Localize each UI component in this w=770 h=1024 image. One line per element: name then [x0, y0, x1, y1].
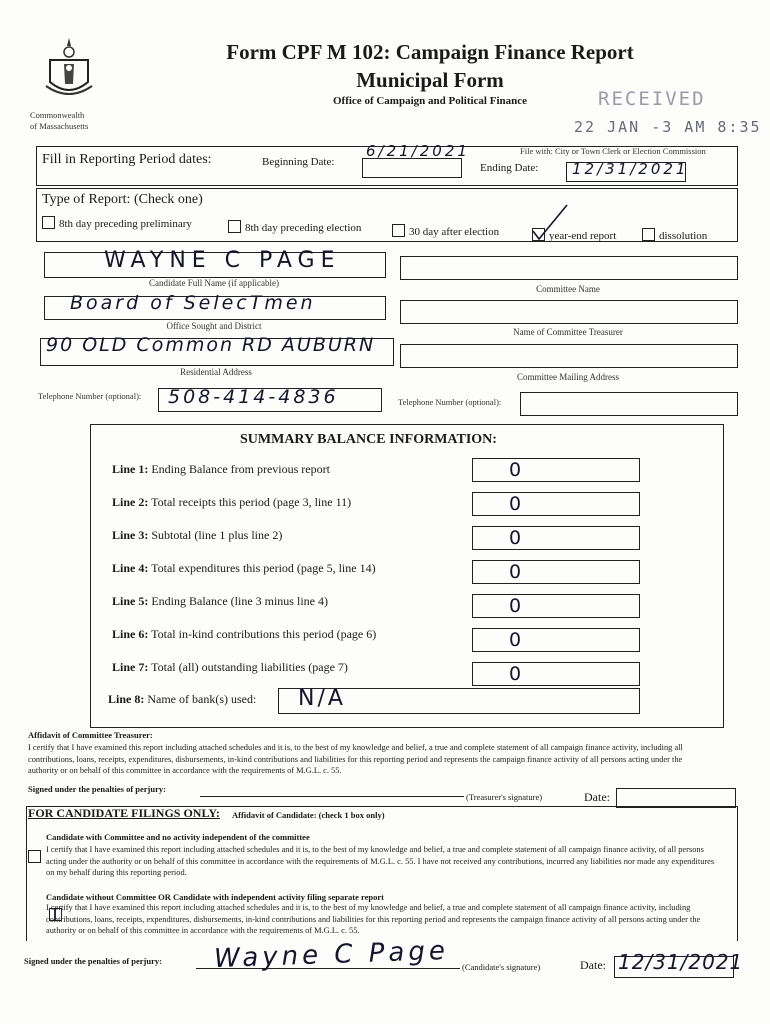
line-text: Total expenditures this period (page 5, line 14)	[151, 561, 376, 575]
report-option-preceding-election[interactable]	[228, 220, 361, 234]
checkbox-preceding-election[interactable]	[228, 220, 241, 233]
committee-phone-label: Telephone Number (optional):	[398, 397, 502, 407]
form-subtitle: Municipal Form	[356, 68, 504, 92]
seal-caption	[30, 110, 120, 132]
treasurer-affidavit-heading: Affidavit of Committee Treasurer:	[28, 730, 153, 740]
summary-line-6	[112, 627, 376, 642]
line-text: Subtotal (line 1 plus line 2)	[151, 528, 283, 542]
summary-title: SUMMARY BALANCE INFORMATION:	[240, 432, 497, 447]
ending-date-value: 12/31/2021	[572, 160, 689, 178]
seal-caption-2: of Massachusetts	[30, 121, 89, 131]
summary-line-7	[112, 660, 348, 675]
committee-treasurer-field[interactable]	[400, 300, 738, 324]
option-2-text: I certify that I have examined this report including attached schedules and it is, to the best of my knowledge and belief, a true and complete statement of all campaign finance activity, including contributions, loans, receipts, expenditures, disbursements, in-kind contributions and liabilities for this reporting period and represents the campaign finance activity of all persons acting under the authority or on behalf of this committee in accordance with the requirements of M.G.L. c. 55.	[46, 903, 701, 935]
line-number: Line 3:	[112, 528, 149, 542]
report-option-after-election[interactable]	[392, 224, 499, 238]
summary-line-4	[112, 561, 376, 576]
committee-address-field[interactable]	[400, 344, 738, 368]
line-number: Line 8:	[108, 692, 145, 706]
office-sought-value: Board of SelecTmen	[70, 292, 316, 314]
treasurer-date-label: Date:	[584, 790, 610, 804]
summary-line-3	[112, 528, 282, 543]
line-7-field[interactable]	[472, 662, 640, 686]
line-1-value: 0	[509, 459, 522, 481]
committee-address-label: Committee Mailing Address	[517, 372, 619, 382]
report-option-year-end[interactable]	[532, 228, 616, 242]
candidate-date-label: Date:	[580, 958, 606, 972]
ending-date-label: Ending Date:	[480, 162, 539, 174]
summary-line-8	[108, 692, 256, 707]
option-label: 30 day after election	[409, 226, 500, 238]
treasurer-signature-line[interactable]	[200, 796, 464, 797]
option-label: year-end report	[549, 230, 617, 242]
line-number: Line 4:	[112, 561, 149, 575]
option-1-checkbox[interactable]	[28, 850, 41, 863]
checkbox-dissolution[interactable]	[642, 228, 655, 241]
beginning-date-value: 6/21/2021	[366, 142, 470, 160]
line-5-field[interactable]	[472, 594, 640, 618]
report-option-preliminary[interactable]	[42, 216, 192, 230]
line-3-field[interactable]	[472, 526, 640, 550]
line-text: Total in-kind contributions this period (page 6)	[151, 627, 377, 641]
treasurer-date-field[interactable]	[616, 788, 736, 808]
line-6-field[interactable]	[472, 628, 640, 652]
checkbox-preliminary[interactable]	[42, 216, 55, 229]
reporting-period-label: Fill in Reporting Period dates:	[42, 152, 212, 167]
line-text: Name of bank(s) used:	[147, 692, 257, 706]
summary-line-1	[112, 462, 330, 477]
received-datetime: 22 JAN -3 AM 8:35	[574, 118, 762, 136]
office-name: Office of Campaign and Political Finance	[332, 95, 527, 107]
candidate-filings-subheading: Affidavit of Candidate: (check 1 box only)	[232, 810, 385, 820]
candidate-phone-label: Telephone Number (optional):	[38, 391, 142, 401]
treasurer-signature-caption: (Treasurer's signature)	[466, 792, 543, 802]
candidate-signed-label: Signed under the penalties of perjury:	[24, 956, 162, 966]
committee-treasurer-label: Name of Committee Treasurer	[513, 327, 623, 337]
option-1-text: I certify that I have examined this report including attached schedules and it is, to the best of my knowledge and belief, a true and complete statement of all campaign finance activity, of all persons acting under the authority or on behalf of this committee in accordance with the requirements of M.G.L. c. 55. I have not received any contributions, incurred any liabilities nor made any expenditures on my behalf during this reporting period.	[46, 845, 715, 877]
line-6-value: 0	[509, 629, 522, 651]
candidate-signature-caption: (Candidate's signature)	[462, 962, 541, 972]
line-7-value: 0	[509, 663, 522, 685]
checkbox-after-election[interactable]	[392, 224, 405, 237]
option-label: 8th day preceding preliminary	[59, 218, 192, 230]
line-number: Line 6:	[112, 627, 149, 641]
line-text: Ending Balance (line 3 minus line 4)	[151, 594, 328, 608]
line-5-value: 0	[509, 595, 522, 617]
candidate-date-value: 12/31/2021	[618, 950, 744, 974]
line-text: Total (all) outstanding liabilities (page 7)	[151, 660, 348, 674]
residential-address-label: Residential Address	[180, 367, 252, 377]
line-number: Line 7:	[112, 660, 149, 674]
line-1-field[interactable]	[472, 458, 640, 482]
committee-phone-field[interactable]	[520, 392, 738, 416]
option-2-heading: Candidate without Committee OR Candidate with independent activity filing separate report	[46, 892, 384, 902]
option-1-heading: Candidate with Committee and no activity independent of the committee	[46, 832, 310, 842]
report-option-dissolution[interactable]	[642, 228, 707, 242]
candidate-filings-heading: FOR CANDIDATE FILINGS ONLY:	[28, 806, 220, 820]
line-text: Ending Balance from previous report	[151, 462, 330, 476]
line-4-value: 0	[509, 561, 522, 583]
option-label: 8th day preceding election	[245, 222, 362, 234]
received-stamp: RECEIVED	[598, 88, 706, 110]
line-number: Line 2:	[112, 495, 149, 509]
form-title: Form CPF M 102: Campaign Finance Report	[226, 40, 634, 64]
file-with-note: File with: City or Town Clerk or Election Commission	[520, 146, 706, 156]
state-seal	[40, 36, 98, 102]
line-2-field[interactable]	[472, 492, 640, 516]
beginning-date-field[interactable]	[362, 158, 462, 178]
summary-line-5	[112, 594, 328, 609]
line-3-value: 0	[509, 527, 522, 549]
line-number: Line 5:	[112, 594, 149, 608]
treasurer-signed-label: Signed under the penalties of perjury:	[28, 784, 166, 794]
committee-name-field[interactable]	[400, 256, 738, 280]
committee-name-label: Committee Name	[536, 284, 600, 294]
beginning-date-label: Beginning Date:	[262, 156, 335, 168]
office-sought-label: Office Sought and District	[166, 321, 262, 331]
candidate-signature: Wayne C Page	[213, 935, 450, 975]
checkmark-icon	[531, 203, 571, 243]
candidate-name-value: WAYNE C PAGE	[104, 248, 341, 273]
bank-name-value: N/A	[298, 686, 346, 711]
line-text: Total receipts this period (page 3, line 11)	[151, 495, 352, 509]
line-number: Line 1:	[112, 462, 149, 476]
candidate-name-label: Candidate Full Name (if applicable)	[149, 278, 279, 288]
report-type-label: Type of Report: (Check one)	[42, 192, 203, 207]
option-label: dissolution	[659, 230, 708, 242]
seal-caption-1: Commonwealth	[30, 110, 85, 120]
residential-address-value: 90 OLD Common RD AUBURN	[46, 334, 376, 356]
treasurer-affidavit-text: I certify that I have examined this report including attached schedules and it is, to the best of my knowledge and belief, a true and complete statement of all campaign finance activity, including all contributions, loans, receipts, expenditures, disbursements, in-kind contributions and liabilities for this reporting period and represents the campaign finance activity of all persons acting under the authority or on behalf of this committee in accordance with the requirements of M.G.L. c. 55.	[28, 743, 683, 775]
line-4-field[interactable]	[472, 560, 640, 584]
candidate-phone-value: 508-414-4836	[168, 386, 339, 408]
line-2-value: 0	[509, 493, 522, 515]
checkbox-year-end[interactable]	[532, 228, 545, 241]
summary-line-2	[112, 495, 351, 510]
